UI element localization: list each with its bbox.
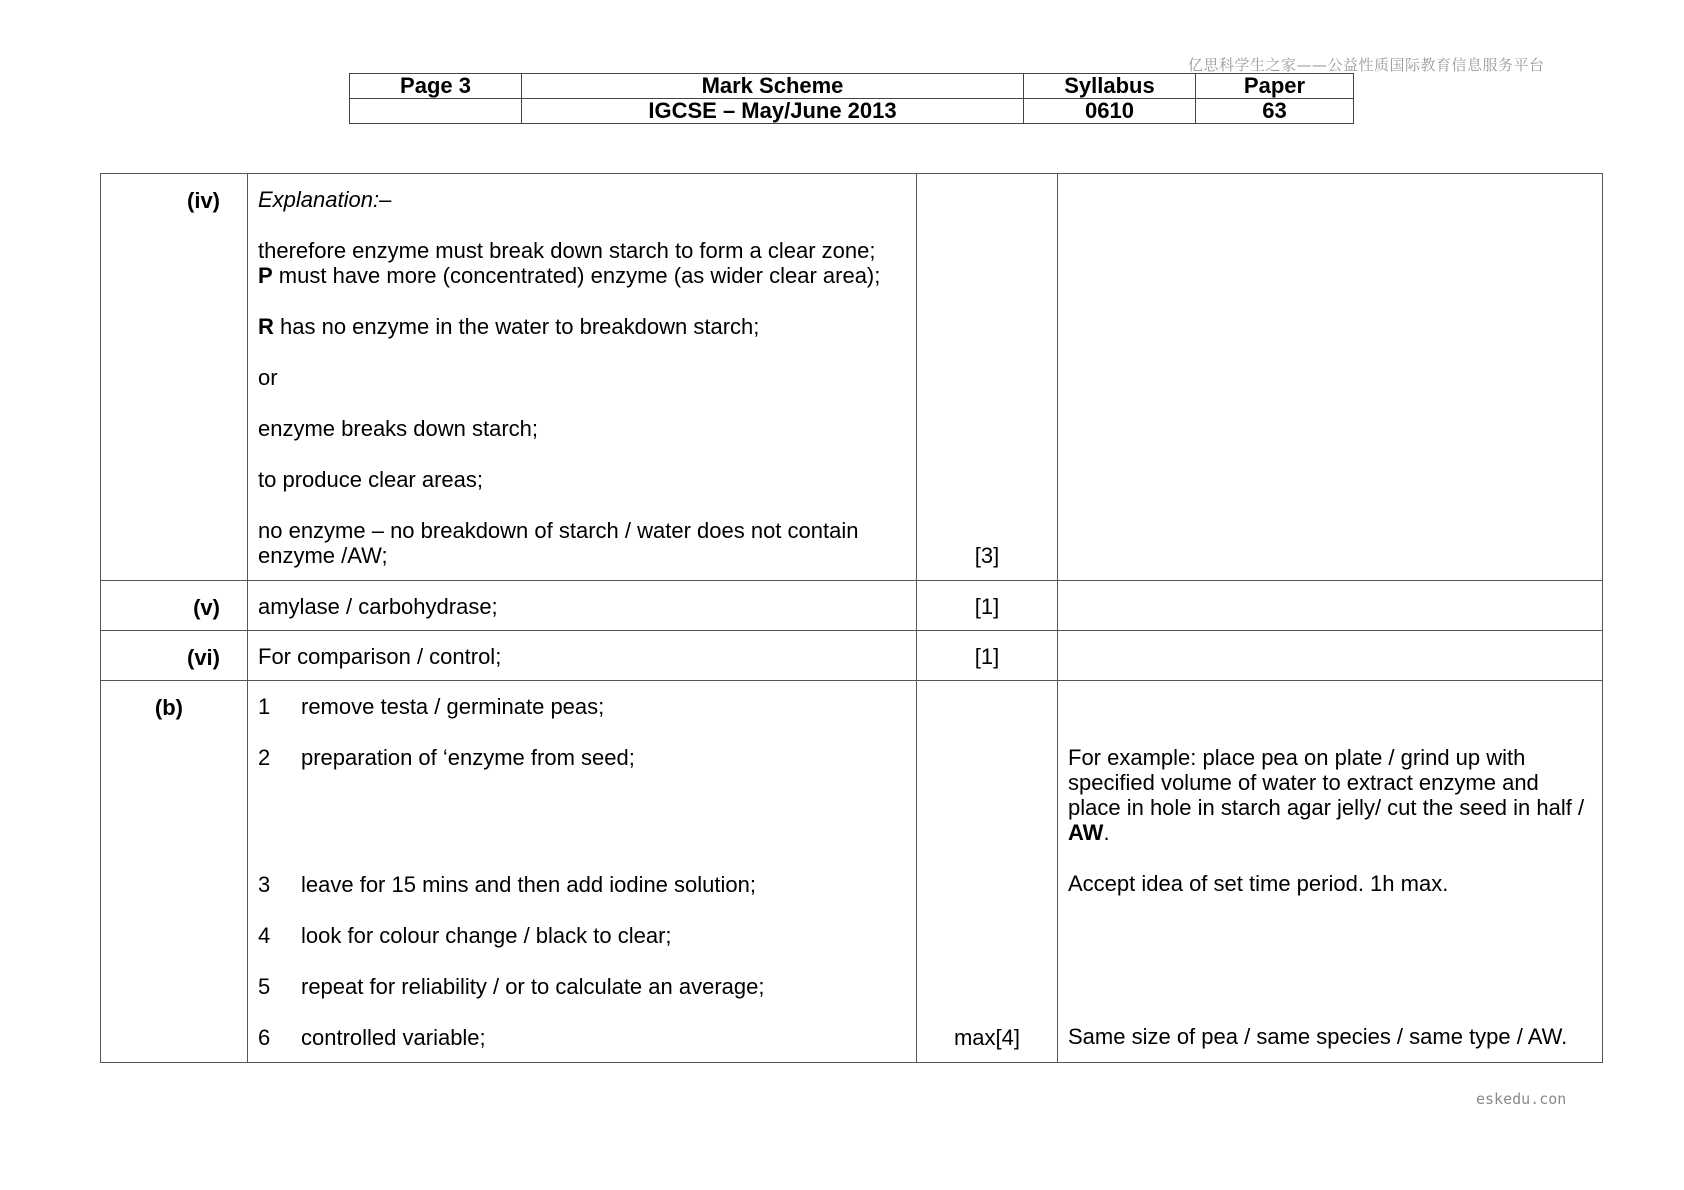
point-number: 6 (258, 1025, 271, 1050)
point-number: 4 (258, 923, 271, 948)
answer-iv (248, 174, 917, 581)
guidance-b (1058, 681, 1603, 1063)
guidance-b-2a: For example: place pea on plate / grind up with (1068, 745, 1526, 770)
guidance-v (1058, 581, 1603, 631)
answer-iv-line2-text: must have more (concentrated) enzyme (as wider clear area); (272, 263, 881, 288)
mark-scheme-table (100, 173, 1603, 1063)
guidance-period: . (1103, 820, 1110, 845)
guidance-vi (1058, 631, 1603, 681)
point-number: 2 (258, 745, 271, 770)
point-text: repeat for reliability / or to calculate an average; (301, 974, 765, 999)
guidance-b-6: Same size of pea / same species / same type / AW. (1068, 1024, 1568, 1049)
header-syllabus-label: Syllabus (1024, 74, 1196, 99)
point-text: preparation of ‘enzyme from seed; (301, 745, 635, 770)
row-b (101, 681, 1603, 1063)
list-item (258, 923, 906, 948)
header-syllabus-code: 0610 (1024, 99, 1196, 124)
answer-v (248, 581, 917, 631)
question-label-iv: (iv) (101, 174, 248, 581)
row-iv (101, 174, 1603, 581)
watermark-bottom: eskedu.con (1476, 1090, 1567, 1108)
guidance-aw: AW (1068, 820, 1104, 845)
guidance-b-3: Accept idea of set time period. 1h max. (1068, 871, 1449, 896)
list-item (258, 745, 906, 770)
answer-b (248, 681, 917, 1063)
list-item (258, 1025, 906, 1050)
header-exam: IGCSE – May/June 2013 (522, 99, 1024, 124)
answer-v-text: amylase / carbohydrase; (258, 594, 498, 619)
answer-iv-line6: to produce clear areas; (258, 467, 484, 492)
letter-p: P (258, 263, 273, 288)
header-table (349, 73, 1354, 124)
guidance-b-2c: place in hole in starch agar jelly/ cut the seed in half / (1068, 795, 1585, 820)
list-item (258, 872, 906, 897)
question-label-b: (b) (101, 681, 248, 1063)
answer-iv-line1: therefore enzyme must break down starch to form a clear zone; (258, 238, 876, 263)
guidance-b-2d (1068, 820, 1592, 845)
answer-iv-line3-text: has no enzyme in the water to breakdown starch; (273, 314, 760, 339)
point-text: controlled variable; (301, 1025, 486, 1050)
answer-iv-or: or (258, 365, 278, 390)
watermark-top: 亿思科学生之家——公益性质国际教育信息服务平台 (1188, 56, 1545, 74)
mark-b: max[4] (953, 1025, 1021, 1050)
list-item (258, 694, 906, 719)
point-text: leave for 15 mins and then add iodine solution; (301, 872, 756, 897)
answer-iv-line7b: enzyme /AW; (258, 543, 388, 568)
row-vi (101, 631, 1603, 681)
point-number: 3 (258, 872, 271, 897)
letter-r: R (258, 314, 274, 339)
mark-v: [1] (917, 581, 1058, 631)
guidance-iv (1058, 174, 1603, 581)
mark-b-cell (917, 681, 1058, 1063)
point-text: look for colour change / black to clear; (301, 923, 672, 948)
header-paper-number: 63 (1196, 99, 1354, 124)
mark-iv-cell (917, 174, 1058, 581)
answer-iv-line2 (258, 263, 906, 288)
answer-iv-line7a: no enzyme – no breakdown of starch / water does not contain (258, 518, 859, 543)
point-text: remove testa / germinate peas; (301, 694, 605, 719)
point-number: 1 (258, 694, 271, 719)
answer-iv-line3 (258, 314, 906, 339)
header-paper-label: Paper (1196, 74, 1354, 99)
answer-vi (248, 631, 917, 681)
list-item (258, 974, 906, 999)
point-number: 5 (258, 974, 271, 999)
row-v (101, 581, 1603, 631)
mark-vi: [1] (917, 631, 1058, 681)
header-blank (350, 99, 522, 124)
question-label-vi: (vi) (101, 631, 248, 681)
guidance-b-2b: specified volume of water to extract enzyme and (1068, 770, 1539, 795)
header-page: Page 3 (350, 74, 522, 99)
mark-iv: [3] (974, 543, 1000, 568)
answer-iv-line5: enzyme breaks down starch; (258, 416, 539, 441)
question-label-v: (v) (101, 581, 248, 631)
header-mark-scheme-label: Mark Scheme (522, 74, 1024, 99)
answer-vi-text: For comparison / control; (258, 644, 502, 669)
explanation-heading: Explanation:– (258, 187, 392, 212)
